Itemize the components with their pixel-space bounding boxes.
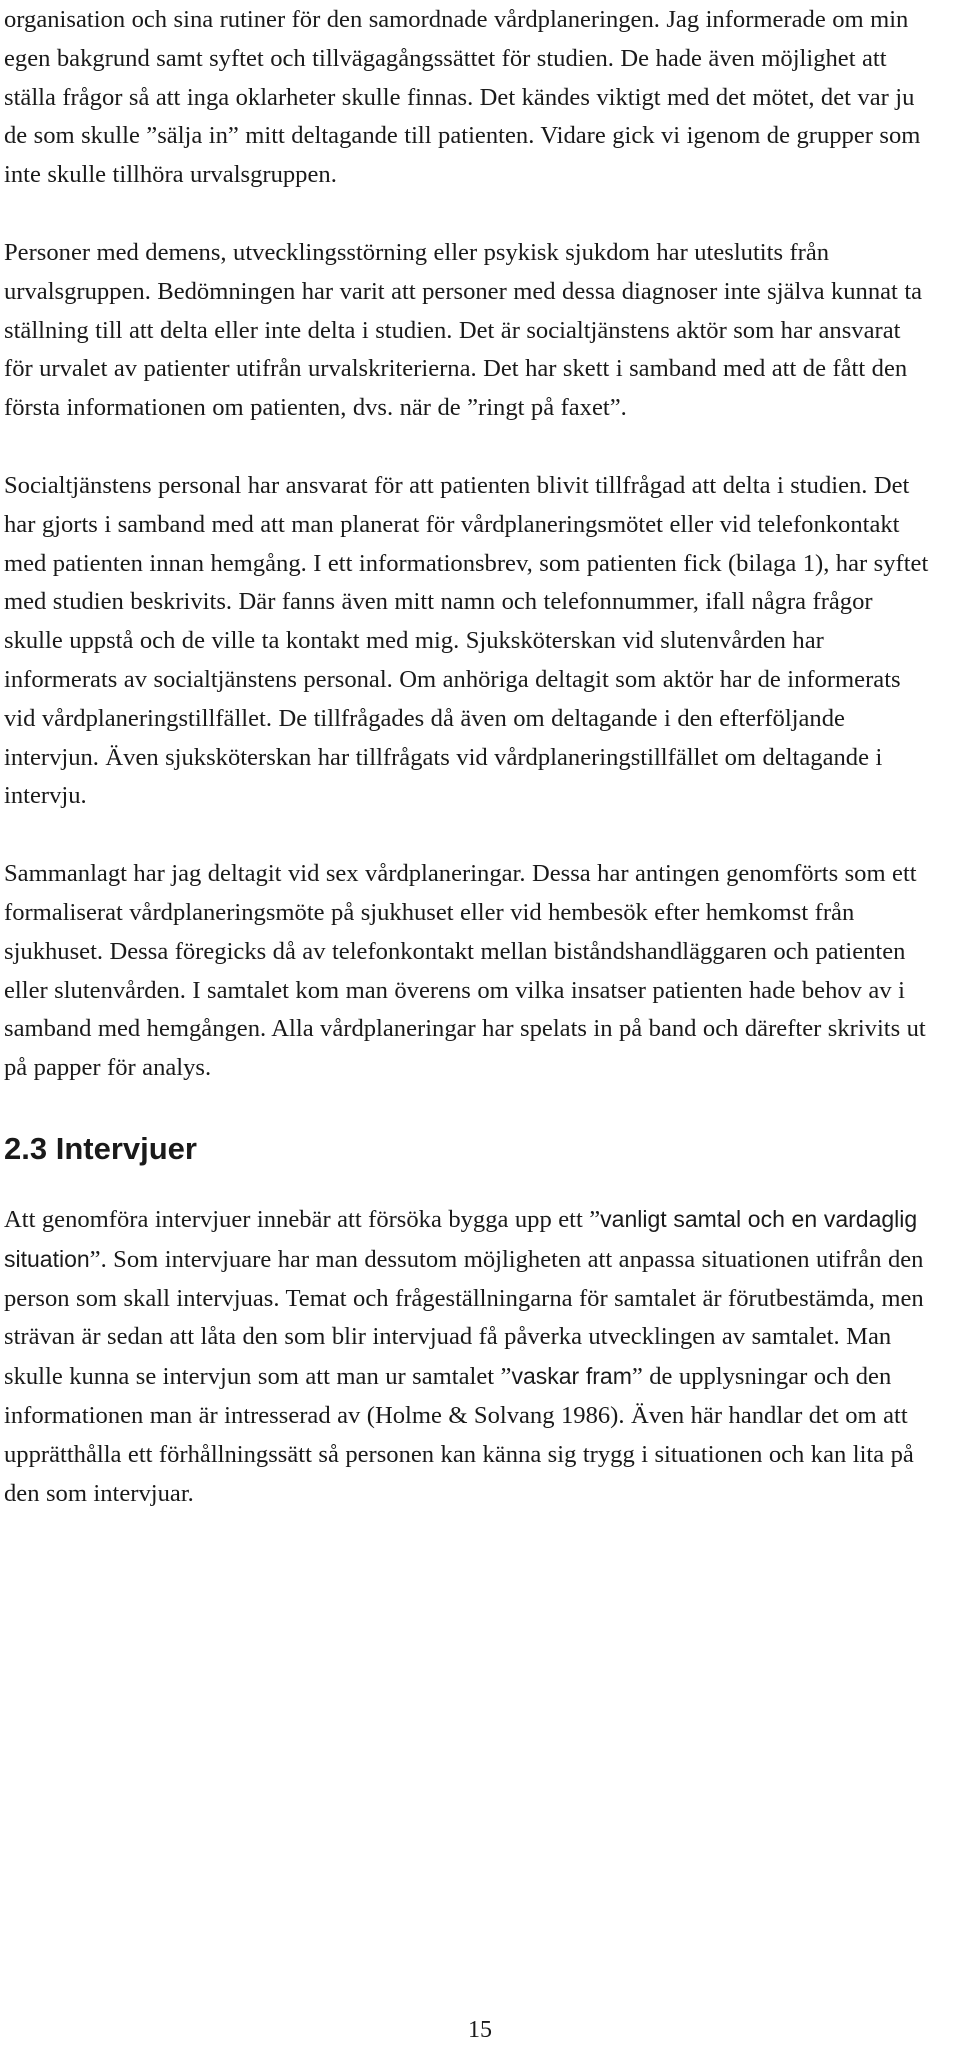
paragraph-4: Sammanlagt har jag deltagit vid sex vårdplaneringar. Dessa har antingen genomförts som ett formaliserat vårdplaneringsmöte på sjukhuset eller vid hembesök efter hemkomst från sjukhuset. Dessa föregicks då av telefonkontakt mellan biståndshandläggaren och patienten eller slutenvården. I samtalet kom man överens om vilka insatser patienten hade behov av i samband med hemgången. Alla vårdplaneringar har spelats in på band och därefter skrivits ut på papper för analys. [4,860,926,1082]
section-heading: 2.3 Intervjuer [4,1130,197,1166]
quoted-phrase-ordinary-conversation: vanligt samtal och en vardaglig situation [4,1205,918,1272]
paragraph-5 [4,1200,934,1513]
paragraph-2: Personer med demens, utvecklingsstörning eller psykisk sjukdom har uteslutits från urvalsgruppen. Bedömningen har varit att personer med dessa diagnoser inte själva kunnat ta ställning till att delta eller inte delta i studien. Det är socialtjänstens aktör som har ansvarat för urvalet av patienter utifrån urvalskriterierna. Det har skett i samband med att de fått den första informationen om patienten, dvs. när de ”ringt på faxet”. [4,238,923,422]
paragraph-5-text-a: Att genomföra intervjuer innebär att försöka bygga upp ett ” [4,1205,601,1233]
paragraph-gap [4,428,934,467]
paragraph-3: Socialtjänstens personal har ansvarat för att patienten blivit tillfrågad att delta i studien. Det har gjorts i samband med att man planerat för vårdplaneringsmötet eller vid telefonkontakt med patienten innan hemgång. I ett informationsbrev, som patienten fick (bilaga 1), har syftet med studien beskrivits. Där fanns även mitt namn och telefonnummer, ifall några frågor skulle uppstå och de ville ta kontakt med mig. Sjuksköterskan vid slutenvården har informerats av socialtjänstens personal. Om anhöriga deltagit som aktör har de informerats vid vårdplaneringstillfället. De tillfrågades då även om deltagande i den efterföljande intervjun. Även sjuksköterskan har tillfrågats vid vårdplaneringstillfället om deltagande i intervju. [4,471,929,810]
paragraph-5-text-c: ” de upplysningar och den informationen man är intresserad av (Holme & Solvang 1986). Även här handlar det om att upprätthålla ett förhållningssätt så personen kan känna sig trygg i situationen och kan lita på den som intervjuar. [4,1363,914,1507]
quoted-phrase-pan-out: vaskar fram [511,1363,632,1390]
body-text [4,1,934,1513]
paragraph-gap [4,195,934,234]
paragraph-1: organisation och sina rutiner för den samordnade vårdplaneringen. Jag informerade om min egen bakgrund samt syftet och tillvägagångssättet för studien. De hade även möjlighet att ställa frågor så att inga oklarheter skulle finnas. Det kändes viktigt med det mötet, det var ju de som skulle ”sälja in” mitt deltagande till patienten. Vidare gick vi igenom de grupper som inte skulle tillhöra urvalsgruppen. [4,6,921,189]
page-number: 15 [468,2017,492,2043]
paragraph-5-text-b: ”. Som intervjuare har man dessutom möjligheten att anpassa situationen utifrån den person som skall intervjuas. Temat och frågeställningarna för samtalet är förutbestämda, men strävan är sedan att låta den som blir intervjuad få påverka utvecklingen av samtalet. Man skulle kunna se intervjun som att man ur samtalet ” [4,1245,924,1391]
section-gap [4,1088,934,1123]
paragraph-gap [4,816,934,855]
